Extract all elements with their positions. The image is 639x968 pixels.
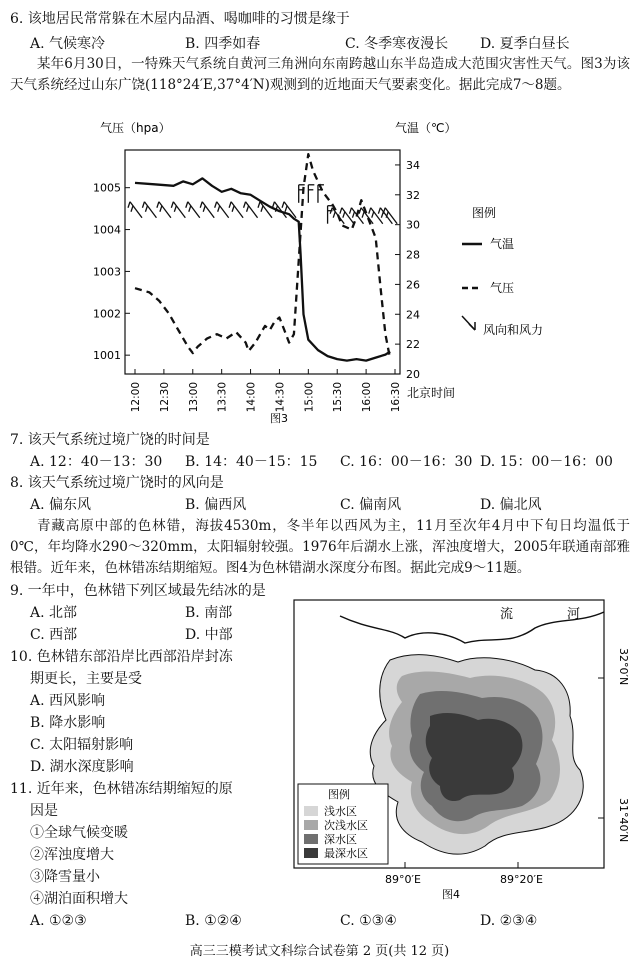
right-tick-label: 24 [406,308,420,322]
right-tick-label: 30 [406,218,420,232]
q11-stem-line1: 11. 近年来，色林错冻结期缩短的原 [10,781,233,797]
right-axis-title: 气温（℃） [395,121,457,135]
q7-option-a: A. 12：40－13：30 [30,454,163,470]
x-tick-label: 13:00 [187,382,200,413]
right-tick-label: 20 [406,368,420,381]
page-footer: 高三三模考试文科综合试卷第 2 页(共 12 页) [189,944,450,959]
left-axis-title: 气压（hpa） [100,121,171,135]
left-tick-label: 1005 [93,181,121,195]
figure-3-caption: 图3 [270,412,288,425]
legend-swatch-deepest [304,848,318,858]
q11-option-a: A. ①②③ [30,913,87,929]
x-tick-label: 16:30 [390,382,402,413]
legend-swatch-deep [304,834,318,844]
q9-option-b: B. 南部 [185,605,233,621]
x-tick-label: 13:30 [216,382,229,413]
legend-label-subshallow: 次浅水区 [324,819,368,832]
figure-3-chart [90,118,560,428]
fig3-legend-title: 图例 [472,206,497,220]
legend-wind-barb-icon [462,316,475,330]
q11-item-4: ④湖泊面积增大 [30,891,128,907]
left-tick-label: 1001 [93,349,121,363]
q9-option-d: D. 中部 [185,627,233,643]
left-tick-label: 1003 [93,265,121,279]
x-tick-label: 14:00 [245,382,258,413]
x-tick-label: 12:00 [130,382,142,413]
river-label-1: 流 [500,607,514,622]
q7-option-c: C. 16：00－16：30 [340,454,473,470]
legend-label-shallow: 浅水区 [324,805,357,818]
q10-option-c: C. 太阳辐射影响 [30,737,134,753]
lat-label-31-40: 31°40′N [617,798,630,843]
x-tick-label: 15:30 [332,382,345,413]
wind-barb [157,202,171,218]
q11-item-3: ③降雪量小 [30,869,100,885]
passage-1: 某年6月30日，一特殊天气系统自黄河三角洲向东南跨越山东半岛造成大范围灾害性天气。图3为该天气系统经过山东广饶(118°24′E,37°4′N)观测到的近地面天气要素变化。据此完成7～8题。 [10,56,630,93]
q11-option-d: D. ②③④ [480,913,538,929]
right-tick-label: 26 [406,278,420,292]
legend-label-deepest: 最深水区 [324,847,368,860]
q8-option-d: D. 偏北风 [480,497,542,513]
figure-4-caption: 图4 [442,888,460,901]
q11-option-c: C. ①③④ [340,913,397,929]
q10-option-a: A. 西风影响 [30,693,106,709]
q8-option-a: A. 偏东风 [30,497,92,513]
right-tick-label: 32 [406,188,420,202]
q7-option-d: D. 15：00－16：00 [480,454,613,470]
river-label-2: 河 [567,607,581,622]
q7-stem: 7. 该天气系统过境广饶的时间是 [10,432,210,448]
right-tick-label: 22 [406,338,420,352]
wind-barb [128,202,142,218]
wind-barb [171,202,185,218]
q7-option-b: B. 14：40－15：15 [185,454,318,470]
q6-option-c: C. 冬季寒夜漫长 [345,36,449,52]
legend-label-deep: 深水区 [324,833,357,846]
right-tick-label: 34 [406,158,420,172]
wind-barb [244,202,258,218]
q6-stem: 6. 该地居民常常躲在木屋内品酒、喝咖啡的习惯是缘于 [10,11,350,27]
wind-barb [142,202,156,218]
q8-option-b: B. 偏西风 [185,497,247,513]
q9-option-c: C. 西部 [30,627,78,643]
wind-barb [186,202,200,218]
x-tick-label: 15:00 [303,382,316,413]
right-tick-label: 28 [406,248,420,262]
q8-option-c: C. 偏南风 [340,497,402,513]
q9-option-a: A. 北部 [30,605,78,621]
wind-barb [308,185,314,203]
q9-stem: 9. 一年中，色林错下列区域最先结冰的是 [10,583,266,599]
q6-option-d: D. 夏季白昼长 [480,36,570,52]
lake-deepest-zone [426,713,523,801]
left-tick-label: 1004 [93,223,121,237]
q11-option-b: B. ①②④ [185,913,242,929]
q11-item-1: ①全球气候变暖 [30,825,128,841]
wind-barb [229,202,243,218]
q11-item-2: ②浑浊度增大 [30,847,114,863]
x-tick-label: 14:30 [274,382,287,413]
q10-option-b: B. 降水影响 [30,715,106,731]
q6-option-a: A. 气候寒冷 [30,36,106,52]
legend-wind-label: 风向和风力 [483,323,544,337]
figure-4-map [280,598,632,906]
left-tick-label: 1002 [93,307,121,321]
q11-stem-line2: 因是 [30,803,58,819]
x-axis-title: 北京时间 [407,386,456,400]
fig4-legend-title: 图例 [328,788,350,801]
plot-frame [125,150,400,374]
lon-label-89-0: 89°0′E [385,873,421,886]
wind-barb [215,202,229,218]
legend-swatch-subshallow [304,820,318,830]
wind-barb [200,202,214,218]
q6-option-b: B. 四季如春 [185,36,261,52]
q10-stem-line1: 10. 色林错东部沿岸比西部沿岸封冻 [10,649,233,665]
legend-temp-label: 气温 [490,237,515,251]
passage-2: 青藏高原中部的色林错，海拔4530m，冬半年以西风为主，11月至次年4月中下旬日均温低于0℃，年均降水290～320mm，太阳辐射较强。1976年后湖水上涨，浑浊度增大，2005年联通南部雅根错。近年来，色林错冻结期缩短。图4为色林错湖水深度分布图。据此完成9～11题。 [10,518,630,576]
q10-option-d: D. 湖水深度影响 [30,759,134,775]
legend-pressure-label: 气压 [490,281,515,295]
lon-label-89-20: 89°20′E [500,873,543,886]
x-tick-label: 16:00 [361,382,374,413]
lat-label-32: 32°0′N [617,648,630,686]
q8-stem: 8. 该天气系统过境广饶时的风向是 [10,475,224,491]
x-tick-label: 12:30 [158,382,171,413]
q10-stem-line2: 期更长，主要是受 [30,671,142,687]
legend-swatch-shallow [304,806,318,816]
